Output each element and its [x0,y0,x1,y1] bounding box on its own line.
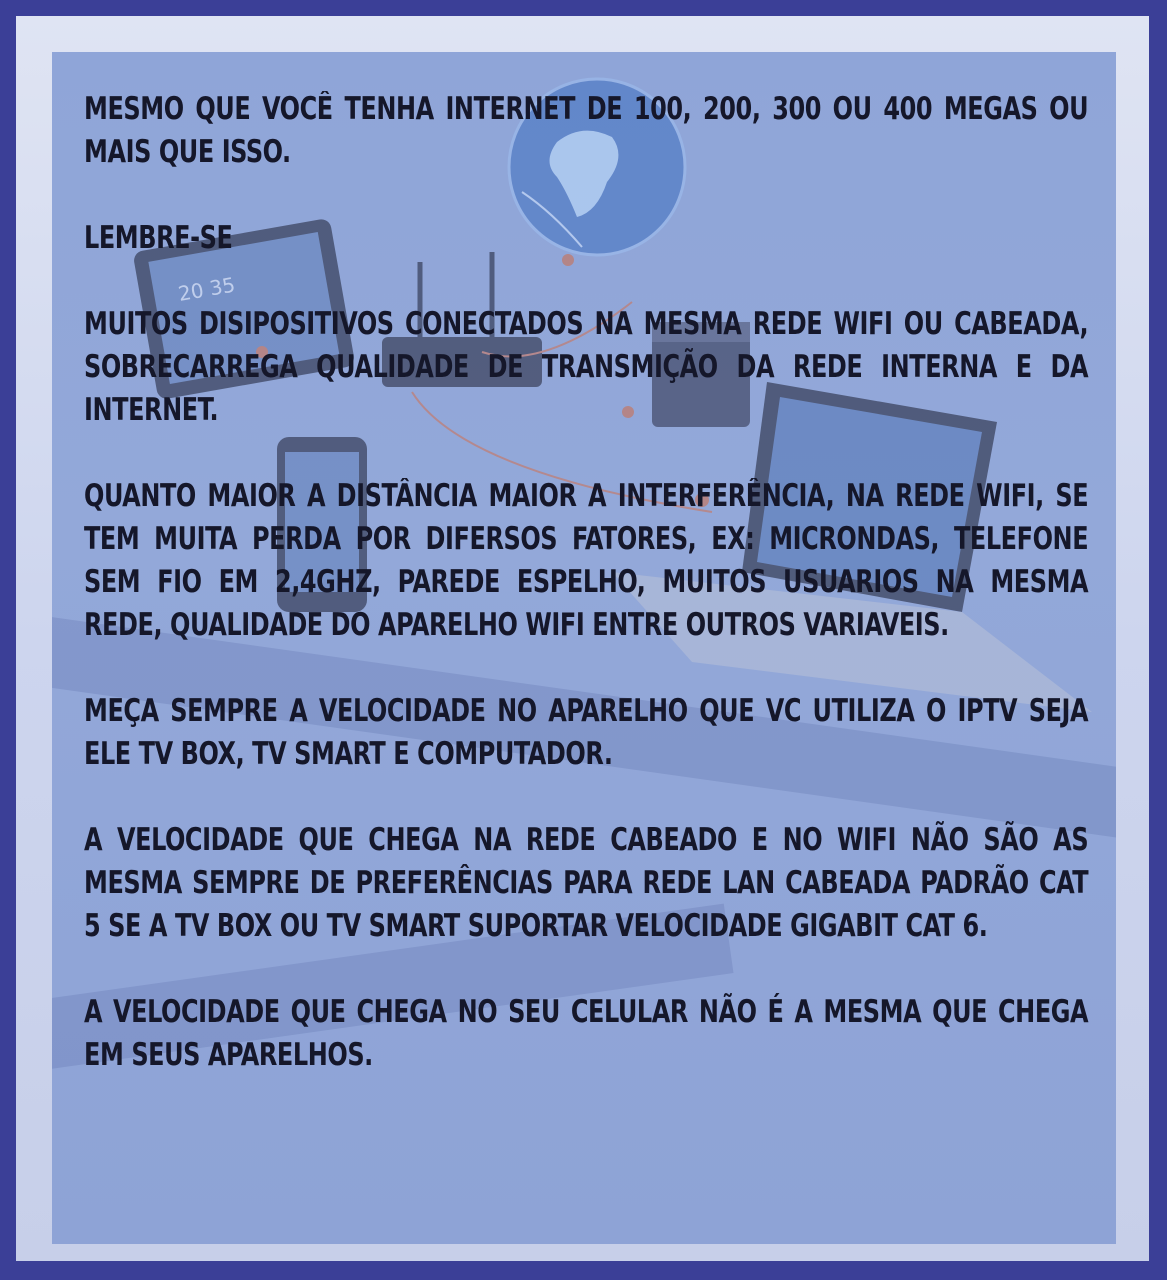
paragraph-mobile: A VELOCIDADE QUE CHEGA NO SEU CELULAR NÃO É A MESMA QUE CHEGA EM SEUS APARELHOS. [84,994,1089,1073]
paragraph-devices: MUITOS DISIPOSITIVOS CONECTADOS NA MESMA REDE WIFI OU CABEADA, SOBRECARREGA QUALIDADE DE TRANSMIÇÃO DA REDE INTERNA E DA INTERNET. [84,306,1089,428]
paragraph-measure: MEÇA SEMPRE A VELOCIDADE NO APARELHO QUE VC UTILIZA O IPTV SEJA ELE TV BOX, TV SMART E COMPUTADOR. [84,693,1089,772]
content-panel [52,52,1116,1244]
paragraph-distance: QUANTO MAIOR A DISTÂNCIA MAIOR A INTERFERÊNCIA, NA REDE WIFI, SE TEM MUITA PERDA POR DIFERSOS FATORES, EX: MICRONDAS, TELEFONE SEM FIO EM 2,4GHZ, PAREDE ESPELHO, MUITOS USUARIOS NA MESMA REDE, QUALIDADE DO APARELHO WIFI ENTRE OUTROS VARIAVEIS. [84,478,1089,643]
paragraph-cabled-vs-wifi: A VELOCIDADE QUE CHEGA NA REDE CABEADO E NO WIFI NÃO SÃO AS MESMA SEMPRE DE PREFERÊNCIAS PARA REDE LAN CABEADA PADRÃO CAT 5 SE A TV BOX OU TV SMART SUPORTAR VELOCIDADE GIGABIT CAT 6. [84,822,1089,944]
article-text [84,88,1088,1077]
tablet-clock-text: 20 35 [176,272,237,306]
paragraph-lembre: LEMBRE-SE [84,220,233,256]
paragraph-speed-intro: MESMO QUE VOCÊ TENHA INTERNET DE 100, 200, 300 OU 400 MEGAS OU MAIS QUE ISSO. [84,91,1089,170]
